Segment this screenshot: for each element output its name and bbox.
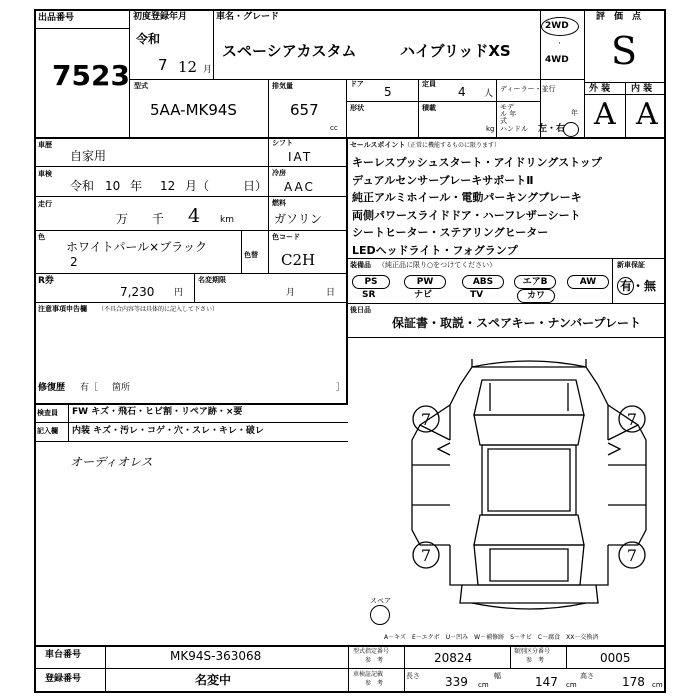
type-ref-label: 参 考	[365, 657, 384, 664]
inspection-year: 10	[105, 179, 121, 193]
selling-point: デュアルセンサーブレーキサポートⅡ	[352, 173, 534, 187]
spare-tire-icon	[370, 605, 390, 625]
type-designation: 20824	[434, 651, 473, 665]
inspection-day-unit: 日）	[243, 179, 268, 193]
interior-label: 内 装	[631, 84, 653, 94]
model-code: 5AA-MK94S	[150, 101, 237, 119]
equipment-item: AW	[567, 275, 609, 289]
inspector-label-bottom: 記入欄	[37, 427, 58, 435]
type-designation-label: 型式指定番号	[353, 648, 390, 655]
selling-point: キーレスプッシュスタート・アイドリングストップ	[352, 156, 602, 169]
dealer-label: ディーラー・並行	[500, 85, 556, 93]
car-name: スペーシアカスタム	[222, 42, 357, 60]
inspector-label-top: 検査員	[37, 409, 58, 417]
doors: 5	[384, 85, 392, 99]
selling-note: （正常に機能するものに限ります）	[404, 142, 501, 149]
equipment-label: 装備品	[350, 261, 371, 269]
recycle-label: R券	[38, 276, 54, 286]
equipment-item: PW	[404, 275, 446, 289]
ac-value: AAC	[284, 180, 315, 194]
equipment-item: エアB	[514, 275, 556, 289]
car-name-label: 車名・グレード	[216, 12, 280, 22]
lot-number: 7523	[52, 59, 130, 92]
inspection-month: 12	[160, 179, 176, 193]
equipment-item: ABS	[462, 275, 504, 289]
wheel-mark-rear-right: 7	[626, 546, 638, 565]
inspector-row-fw: FW キズ・飛石・ヒビ割・リペア跡・×要	[72, 407, 243, 417]
exterior-score: A	[594, 97, 616, 132]
wheel-mark-rear-left: 7	[420, 546, 432, 565]
wheel-mark-front-left: 7	[420, 410, 432, 429]
color-code: C2H	[281, 251, 316, 269]
inspection-year-unit: 年	[130, 179, 143, 193]
cert-label: 車検証記載	[353, 671, 384, 678]
width-label: 幅	[494, 672, 501, 680]
width-unit: cm	[566, 681, 577, 689]
mileage-label: 走行	[38, 200, 52, 208]
car-damage-diagram	[390, 345, 658, 625]
km-unit: km	[220, 215, 234, 225]
overall-score: S	[611, 29, 638, 73]
repaint-label: 色替	[244, 251, 258, 259]
load-label: 積載	[422, 104, 436, 112]
model-year-label: モデル 年式	[500, 103, 517, 125]
history-value: 自家用	[70, 149, 107, 163]
new-car-label: 新車保証	[617, 261, 645, 269]
fuel-value: ガソリン	[274, 212, 323, 226]
shift-label: シフト	[272, 139, 293, 147]
displacement: 657	[290, 101, 319, 119]
equipment-item: カワ	[517, 289, 555, 303]
reg-number-value: 名変中	[195, 673, 232, 687]
recycle-value: 7,230	[120, 285, 155, 299]
reg-month: 12	[178, 58, 198, 76]
color-sub: 2	[70, 255, 78, 269]
notes-sub: （不具合内容等は具体的に記入して下さい）	[98, 306, 219, 313]
cc-unit: cc	[330, 124, 338, 132]
repair-value: 有［	[80, 383, 99, 393]
meihen-month-unit: 月	[286, 288, 296, 298]
length-unit: cm	[478, 681, 489, 689]
category: 0005	[600, 651, 631, 665]
shift-value: IAT	[288, 150, 313, 164]
fuel-label: 燃料	[272, 199, 286, 207]
drive-4wd: 4WD	[545, 55, 569, 65]
score-label: 評 価 点	[596, 12, 642, 22]
spare-label: スペア	[370, 597, 391, 605]
new-car-value: 有・無	[620, 279, 657, 293]
wheel-mark-front-right: 7	[626, 410, 638, 429]
after-items: 保証書・取説・スペアキー・ナンバープレート	[392, 316, 642, 330]
selling-point: 純正アルミホイール・電動パーキングブレーキ	[352, 191, 582, 204]
reg-era: 令和	[136, 32, 161, 46]
reg-number-label: 登録番号	[45, 674, 82, 684]
selling-label: セールスポイント	[350, 141, 406, 149]
cert-ref-label: 参 考	[365, 680, 384, 687]
length-value: 339	[445, 675, 468, 689]
equipment-item: PS	[352, 275, 390, 289]
meihen-day-unit: 日	[326, 288, 336, 298]
shape-label: 形状	[350, 104, 364, 112]
reg-date-label: 初度登録年月	[133, 12, 188, 22]
height-value: 178	[622, 675, 645, 689]
repair-unit: 箇所	[112, 383, 131, 393]
yen-unit: 円	[174, 288, 184, 298]
reg-month-unit: 月	[203, 65, 213, 75]
height-label: 高さ	[580, 672, 594, 680]
meihen-label: 名変期限	[198, 276, 226, 284]
mileage-value: 4	[188, 205, 201, 227]
lot-label: 出品番号	[38, 13, 75, 23]
drive-dot: ·	[558, 39, 561, 49]
inspection-label: 車検	[38, 170, 52, 178]
equipment-item: SR	[362, 290, 376, 300]
interior-score: A	[636, 97, 658, 132]
displacement-label: 排気量	[272, 82, 293, 90]
doors-label: ドア	[350, 80, 364, 88]
capacity: 4	[458, 85, 466, 99]
color-value: ホワイトパール×ブラック	[66, 240, 207, 254]
after-label: 後日品	[350, 306, 371, 314]
model-label: 型式	[134, 82, 148, 90]
man-unit: 万	[116, 212, 129, 226]
category-label: 類別区分番号	[514, 648, 551, 655]
new-car-yes-circle	[617, 277, 634, 295]
history-label: 車歴	[38, 141, 52, 149]
chassis-number: MK94S-363068	[170, 649, 262, 663]
capacity-label: 定員	[422, 80, 436, 88]
equipment-item: TV	[470, 290, 484, 300]
width-value: 147	[535, 675, 558, 689]
handwritten-note: オーディオレス	[70, 455, 153, 469]
height-unit: cm	[652, 681, 663, 689]
chassis-label: 車台番号	[45, 650, 82, 660]
handle-label: ハンドル	[500, 125, 528, 133]
selling-point: シートヒーター・ステアリングヒーター	[352, 226, 549, 239]
color-label: 色	[38, 233, 45, 241]
color-code-label: 色コード	[272, 233, 300, 241]
drive-2wd-circle	[541, 17, 579, 36]
reg-year: 7	[158, 56, 168, 74]
repair-label: 修復歴	[38, 383, 66, 393]
person-unit: 人	[484, 89, 494, 99]
equipment-note: （純正品に限り○をつけてください）	[378, 261, 497, 269]
selling-point: 両側パワースライドドア・ハーフレザーシート	[352, 208, 581, 222]
sen-unit: 千	[152, 212, 165, 226]
selling-point: LEDヘッドライト・フォグランプ	[352, 243, 518, 257]
inspection-month-unit: 月（	[185, 179, 210, 193]
inspector-row-interior: 内装 キズ・汚レ・コゲ・穴・スレ・キレ・破レ	[72, 426, 264, 436]
kg-unit: kg	[486, 125, 495, 133]
handle: 左・右	[538, 124, 566, 134]
handle-right-circle	[563, 122, 579, 137]
exterior-label: 外 装	[589, 84, 611, 94]
inspection-era: 令和	[70, 179, 95, 193]
notes-label: 注意事項申告欄	[38, 305, 87, 313]
year-unit: 年	[571, 109, 578, 117]
repair-close: ］	[336, 383, 346, 393]
equipment-item: ナビ	[414, 290, 433, 300]
category-ref-label: 参 考	[526, 657, 545, 664]
damage-legend: A－キズ E－エクボ U－凹み W－補修跡 S－サビ C－腐食 XX－交換済	[384, 634, 599, 641]
drive-2wd: 2WD	[545, 21, 569, 31]
length-label: 長さ	[406, 672, 420, 680]
car-grade: ハイブリッドXS	[400, 42, 511, 60]
ac-label: 冷房	[272, 169, 286, 177]
